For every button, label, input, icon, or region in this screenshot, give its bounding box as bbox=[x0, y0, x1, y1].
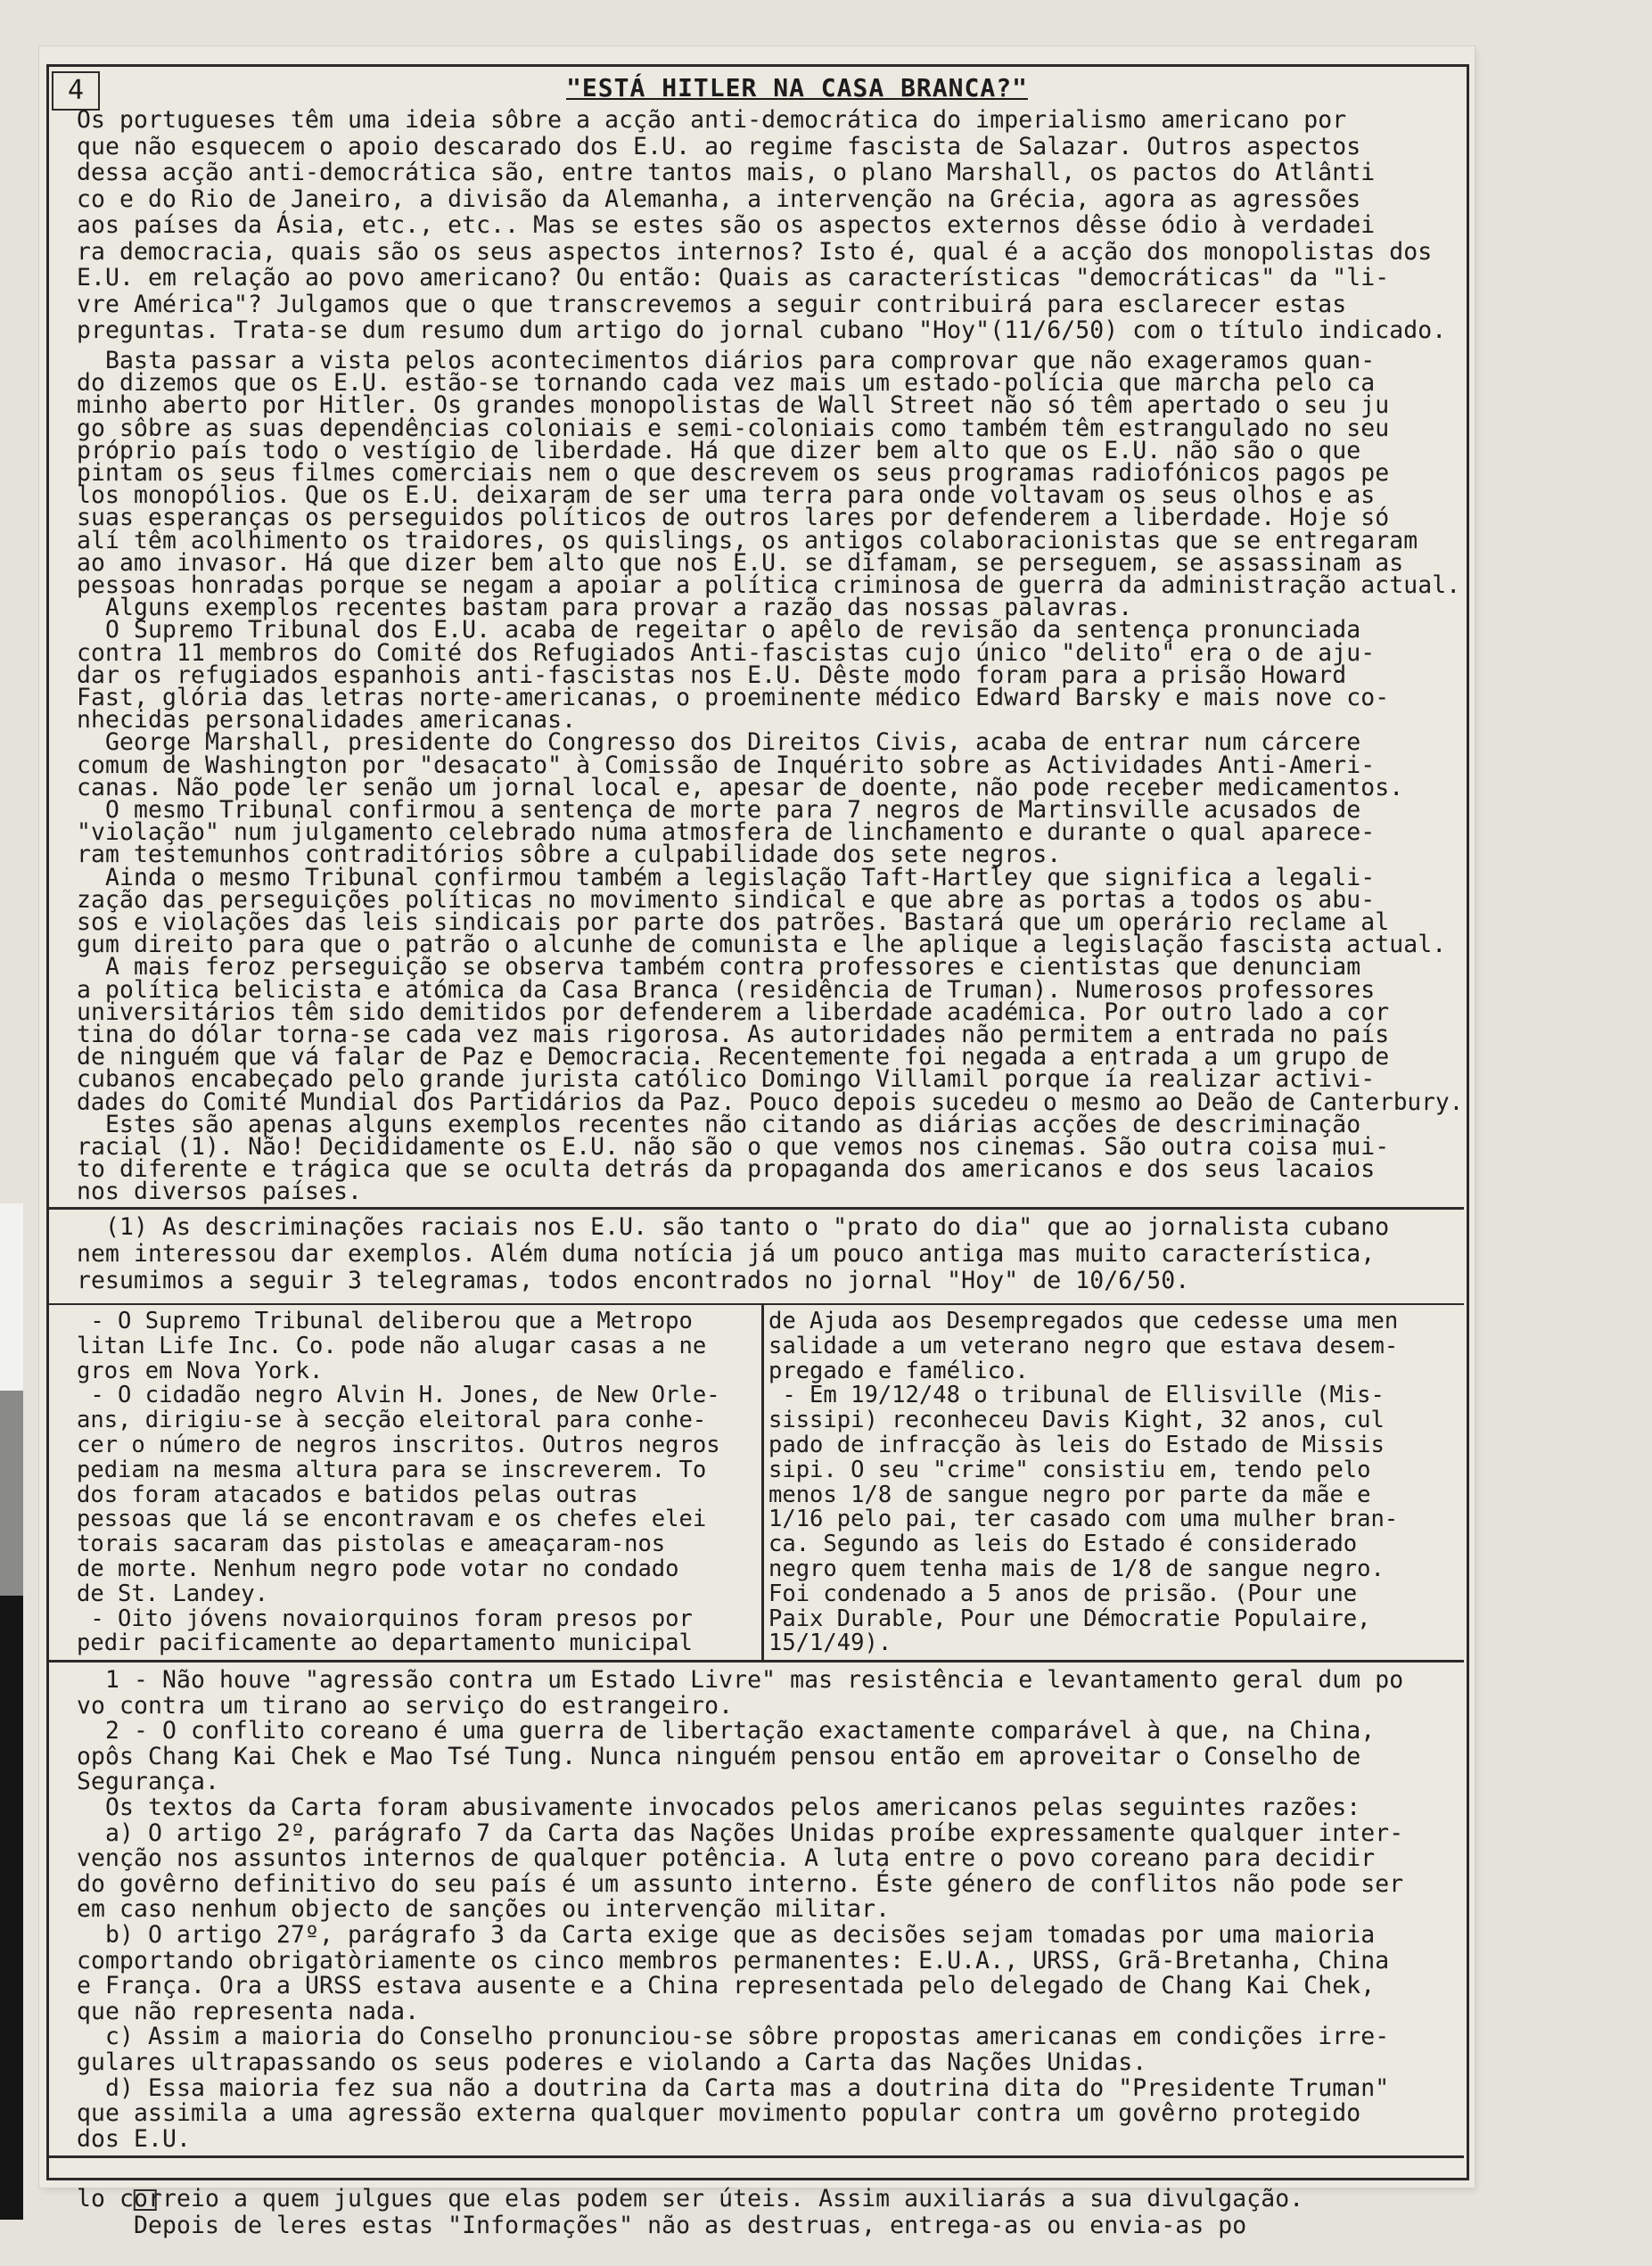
body-lines-line: O Supremo Tribunal dos E.U. acaba de regeitar o apêlo de revisão da sentença pronunciada bbox=[77, 616, 1361, 644]
points-lines-line: comportando obrigatòriamente os cinco membros permanentes: E.U.A., URSS, Grã-Bretanha, China bbox=[77, 1946, 1390, 1975]
footnote-left-lines-line: - Oito jóvens novaiorquinos foram presos por bbox=[77, 1605, 693, 1632]
footnote-right-lines-line: sipi. O seu "crime" consistiu em, tendo pelo bbox=[768, 1456, 1371, 1483]
page-number: 4 bbox=[52, 71, 100, 111]
calibration-strip-gray bbox=[0, 1391, 23, 1596]
body-lines-line: do dizemos que os E.U. estão-se tornando cada vez mais um estado-polícia que marcha pelo ca bbox=[77, 369, 1376, 398]
footnote-left-lines-line: de morte. Nenhum negro pode votar no condado bbox=[77, 1556, 679, 1582]
body-lines-line: contra 11 membros do Comité dos Refugiados Anti-fascistas cujo único "delito" era o de aju- bbox=[77, 638, 1376, 667]
footnote-right-lines-line: - Em 19/12/48 o tribunal de Ellisville (Mis- bbox=[768, 1382, 1385, 1409]
intro-lines-line: preguntas. Trata-se dum resumo dum artigo do jornal cubano "Hoy"(11/6/50) com o título indicado. bbox=[77, 316, 1447, 344]
points-lines-line: gulares ultrapassando os seus poderes e violando a Carta das Nações Unidas. bbox=[77, 2048, 1147, 2076]
footnote-table-top-rule bbox=[48, 1303, 1464, 1305]
footnote-intro-lines-line: nem interessou dar exemplos. Além duma notícia já um pouco antiga mas muito característica, bbox=[77, 1240, 1376, 1268]
body-lines-line: los monopólios. Que os E.U. deixaram de ser uma terra para onde voltavam os seus olhos e as bbox=[77, 481, 1376, 510]
points-lines-line: venção nos assuntos internos de qualquer potência. A luta entre o povo coreano para decidir bbox=[77, 1844, 1376, 1873]
intro-lines-line: dessa acção anti-democrática são, entre tantos mais, o plano Marshall, os pactos do Atlânti bbox=[77, 159, 1376, 186]
closing-note-line-2: lo correio a quem julgues que elas podem ser úteis. Assim auxiliarás a sua divulgação. bbox=[77, 2185, 1304, 2213]
body-lines-line: sos e violações das leis sindicais por parte dos patrões. Bastará que um operário reclame al bbox=[77, 908, 1390, 936]
footnote-left-lines-line: torais sacaram das pistolas e ameaçaram-nos bbox=[77, 1531, 666, 1558]
footnote-column-divider bbox=[761, 1303, 764, 1660]
document-page bbox=[39, 46, 1475, 2239]
headline: "ESTÁ HITLER NA CASA BRANCA?" bbox=[566, 73, 1028, 103]
footnote-left-lines-line: pediam na mesma altura para se inscreverem. To bbox=[77, 1456, 707, 1483]
footnote-left-lines-line: gros em Nova York. bbox=[77, 1357, 324, 1384]
footnote-right-lines-line: pado de infracção às leis do Estado de Missis bbox=[768, 1432, 1385, 1458]
calibration-strip-black bbox=[0, 1596, 23, 2220]
body-lines-line: gum direito para que o patrão o alcunhe de comunista e lhe aplique a legislação fascista actual. bbox=[77, 931, 1447, 959]
closing-text-1: Depois de leres estas "Informações" não as destruas, entrega-as ou envia-as po bbox=[134, 2212, 1247, 2239]
points-lines-line: Segurança. bbox=[77, 1768, 220, 1796]
body-lines-line: nos diversos países. bbox=[77, 1178, 363, 1206]
body-lines-line: canas. Não pode ler senão um jornal local e, apesar de doente, não pode receber medicamentos. bbox=[77, 773, 1404, 801]
closing-divider bbox=[48, 2155, 1464, 2158]
footnote-right-lines-line: de Ajuda aos Desempregados que cedesse uma men bbox=[768, 1308, 1399, 1334]
closing-note-line-1 bbox=[77, 2159, 1463, 2266]
points-lines-line: 1 - Não houve "agressão contra um Estado Livre" mas resistência e levantamento geral dum po bbox=[77, 1666, 1404, 1694]
footnote-left-lines-line: ans, dirigiu-se à secção eleitoral para conhe- bbox=[77, 1407, 707, 1434]
body-lines-line: go sôbre as suas dependências coloniais e semi-coloniais como também têm estrangulado no seu bbox=[77, 414, 1390, 442]
body-lines-line: ram testemunhos contraditórios sôbre a culpabilidade dos sete negros. bbox=[77, 841, 1062, 869]
body-lines-line: ao amo invasor. Há que dizer bem alto que nos E.U. se difamam, se perseguem, se assassinam as bbox=[77, 548, 1404, 577]
body-lines-line: A mais feroz perseguição se observa também contra professores e cientistas que denunciam bbox=[77, 953, 1361, 981]
points-lines-line: c) Assim a maioria do Conselho pronunciou-se sôbre propostas americanas em condições irre- bbox=[77, 2023, 1390, 2051]
body-lines-line: universitários têm sido demitidos por defenderem a liberdade académica. Por outro lado a cor bbox=[77, 998, 1390, 1026]
body-lines-line: "violação" num julgamento celebrado numa atmosfera de linchamento e durante o qual aparece- bbox=[77, 818, 1376, 847]
footnote-intro-lines-line: resumimos a seguir 3 telegramas, todos encontrados no jornal "Hoy" de 10/6/50. bbox=[77, 1267, 1190, 1294]
body-lines-line: zação das perseguições políticas no movimento sindical e que abre as portas a todos os abu- bbox=[77, 885, 1376, 914]
body-lines-line: alí têm acolhimento os traidores, os quislings, os antigos colaboracionistas que se entregaram bbox=[77, 526, 1418, 554]
body-lines-line: to diferente e trágica que se oculta detrás da propaganda dos americanos e dos seus lacaios bbox=[77, 1155, 1376, 1184]
footnote-intro-lines-line: (1) As descriminações raciais nos E.U. são tanto o "prato do dia" que ao jornalista cubano bbox=[77, 1213, 1390, 1241]
footnote-left-lines-line: cer o número de negros inscritos. Outros negros bbox=[77, 1432, 720, 1458]
body-lines-line: O mesmo Tribunal confirmou a sentença de morte para 7 negros de Martinsville acusados de bbox=[77, 796, 1361, 824]
footnote-right-lines-line: menos 1/8 de sangue negro por parte da mãe e bbox=[768, 1481, 1371, 1508]
footnote-right-lines-line: 1/16 pelo pai, ter casado com uma mulher bran- bbox=[768, 1506, 1399, 1533]
footnote-divider bbox=[48, 1207, 1464, 1210]
body-lines-line: cubanos encabeçado pelo grande jurista católico Domingo Villamil porque ía realizar activi- bbox=[77, 1065, 1376, 1094]
footnote-table-bottom-rule bbox=[48, 1660, 1464, 1663]
points-lines-line: 2 - O conflito coreano é uma guerra de libertação exactamente comparável à que, na China, bbox=[77, 1717, 1376, 1745]
body-lines-line: tina do dólar torna-se cada vez mais rigorosa. As autoridades não permitem a entrada no país bbox=[77, 1021, 1390, 1048]
points-lines-line: a) O artigo 2º, parágrafo 7 da Carta das Nações Unidas proíbe expressamente qualquer inter- bbox=[77, 1819, 1404, 1847]
points-lines-line: que assimila a uma agressão externa qualquer movimento popular contra um govêrno protegido bbox=[77, 2099, 1361, 2128]
footnote-left-lines-line: litan Life Inc. Co. pode não alugar casas a ne bbox=[77, 1332, 707, 1359]
body-lines-line: Estes são apenas alguns exemplos recentes não citando as diárias acções de descriminação bbox=[77, 1110, 1361, 1138]
points-lines-line: que não representa nada. bbox=[77, 1997, 420, 2025]
footnote-right-lines-line: 15/1/49). bbox=[768, 1630, 892, 1657]
footnote-right-lines-line: negro quem tenha mais de 1/8 de sangue negro. bbox=[768, 1556, 1385, 1582]
footnote-right-lines-line: pregado e famélico. bbox=[768, 1357, 1029, 1384]
intro-lines-line: co e do Rio de Janeiro, a divisão da Alemanha, a intervenção na Grécia, agora as agressões bbox=[77, 185, 1361, 213]
body-lines-line: minho aberto por Hitler. Os grandes monopolistas de Wall Street não só têm apertado o seu ju bbox=[77, 391, 1390, 420]
footnote-right-lines-line: ca. Segundo as leis do Estado é considerado bbox=[768, 1531, 1358, 1558]
body-lines-line: suas esperanças os perseguidos políticos de outros lares por defenderem a liberdade. Hoje só bbox=[77, 504, 1390, 532]
body-lines-line: nhecidas personalidades americanas. bbox=[77, 706, 577, 735]
body-lines-line: Alguns exemplos recentes bastam para provar a razão das nossas palavras. bbox=[77, 594, 1133, 622]
body-lines-line: Basta passar a vista pelos acontecimentos diários para comprovar que não exageramos quan- bbox=[77, 347, 1376, 374]
body-lines-line: Ainda o mesmo Tribunal confirmou também a legislação Taft-Hartley que significa a legali- bbox=[77, 863, 1376, 891]
body-lines-line: George Marshall, presidente do Congresso dos Direitos Civis, acaba de entrar num cárcere bbox=[77, 728, 1361, 757]
intro-lines-line: aos países da Ásia, etc., etc.. Mas se estes são os aspectos externos dêsse ódio à verdadei bbox=[77, 211, 1376, 239]
body-lines-line: próprio país todo o vestígio de liberdade. Há que dizer bem alto que os E.U. não são o que bbox=[77, 436, 1361, 464]
intro-lines-line: Os portugueses têm uma ideia sôbre a acção anti-democrática do imperialismo americano por bbox=[77, 106, 1347, 134]
points-lines-line: e França. Ora a URSS estava ausente e a China representada pelo delegado de Chang Kai Chek, bbox=[77, 1972, 1376, 2000]
body-lines-line: Fast, glória das letras norte-americanas, o proeminente médico Edward Barsky e mais nove co- bbox=[77, 684, 1390, 711]
points-lines-line: Os textos da Carta foram abusivamente invocados pelos americanos pelas seguintes razões: bbox=[77, 1794, 1361, 1821]
points-lines-line: b) O artigo 27º, parágrafo 3 da Carta exige que as decisões sejam tomadas por uma maioria bbox=[77, 1921, 1376, 1949]
calibration-strip-white bbox=[0, 1203, 23, 1391]
footnote-right-lines-line: sissipi) reconheceu Davis Kight, 32 anos, cul bbox=[768, 1407, 1385, 1434]
intro-lines-line: E.U. em relação ao povo americano? Ou então: Quais as características "democráticas" da "li- bbox=[77, 264, 1390, 291]
points-lines-line: d) Essa maioria fez sua não a doutrina da Carta mas a doutrina dita do "Presidente Truman" bbox=[77, 2073, 1390, 2102]
body-lines-line: comum de Washington por "desacato" à Comissão de Inquérito sobre as Actividades Anti-Ameri- bbox=[77, 751, 1376, 779]
points-lines-line: do govêrno definitivo do seu país é um assunto interno. Éste género de conflitos não pode ser bbox=[77, 1869, 1404, 1898]
footnote-left-lines-line: pessoas que lá se encontravam e os chefes elei bbox=[77, 1506, 707, 1533]
body-lines-line: pintam os seus filmes comerciais nem o que descrevem os seus programas radiofónicos pagos pe bbox=[77, 459, 1390, 487]
footnote-left-lines-line: de St. Landey. bbox=[77, 1580, 268, 1607]
footnote-left-lines-line: pedir pacificamente ao departamento municipal bbox=[77, 1630, 693, 1657]
points-lines-line: em caso nenhum objecto de sanções ou intervenção militar. bbox=[77, 1895, 891, 1924]
intro-lines-line: ra democracia, quais são os seus aspectos internos? Isto é, qual é a acção dos monopolistas dos bbox=[77, 237, 1433, 266]
body-lines-line: a política belicista e atómica da Casa Branca (residência de Truman). Numerosos professores bbox=[77, 975, 1376, 1004]
footnote-right-lines-line: salidade a um veterano negro que estava desem- bbox=[768, 1332, 1399, 1359]
footnote-left-lines-line: - O Supremo Tribunal deliberou que a Metropo bbox=[77, 1308, 693, 1334]
points-lines-line: dos E.U. bbox=[77, 2124, 192, 2153]
footnote-right-lines-line: Foi condenado a 5 anos de prisão. (Pour une bbox=[768, 1580, 1358, 1607]
footnote-left-lines-line: - O cidadão negro Alvin H. Jones, de New Orle- bbox=[77, 1382, 720, 1409]
points-lines-line: opôs Chang Kai Chek e Mao Tsé Tung. Nunca ninguém pensou então em aproveitar o Conselho de bbox=[77, 1742, 1361, 1770]
body-lines-line: racial (1). Não! Decididamente os E.U. não são o que vemos nos cinemas. São outra coisa mui- bbox=[77, 1133, 1390, 1161]
intro-lines-line: que não esquecem o apoio descarado dos E.U. ao regime fascista de Salazar. Outros aspectos bbox=[77, 132, 1361, 160]
body-lines-line: pessoas honradas porque se negam a apoiar a política criminosa de guerra da administração actual. bbox=[77, 571, 1461, 599]
body-lines-line: de ninguém que vá falar de Paz e Democracia. Recentemente foi negada a entrada a um grupo de bbox=[77, 1043, 1390, 1071]
footnote-right-lines-line: Paix Durable, Pour une Démocratie Populaire, bbox=[768, 1605, 1371, 1632]
body-lines-line: dades do Comité Mundial dos Partidários da Paz. Pouco depois sucedeu o mesmo ao Deão de Canterbury. bbox=[77, 1088, 1464, 1116]
body-lines-line: dar os refugiados espanhois anti-fascistas nos E.U. Dêste modo foram para a prisão Howard bbox=[77, 661, 1347, 689]
points-lines-line: vo contra um tirano ao serviço do estrangeiro. bbox=[77, 1691, 734, 1720]
intro-lines-line: vre América"? Julgamos que o que transcrevemos a seguir contribuirá para esclarecer estas bbox=[77, 290, 1347, 318]
footnote-left-lines-line: dos foram atacados e batidos pelas outras bbox=[77, 1481, 638, 1508]
